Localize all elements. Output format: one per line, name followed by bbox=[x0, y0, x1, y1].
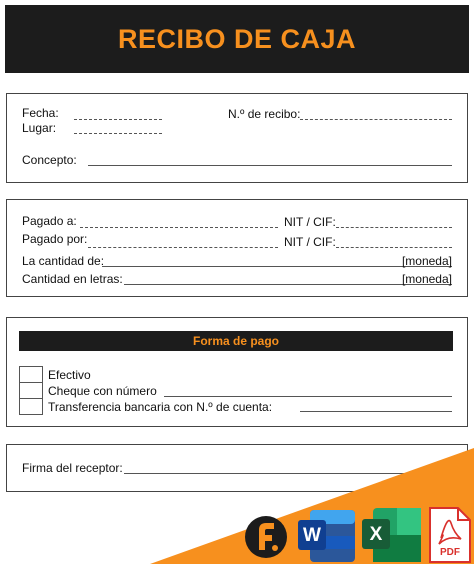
firma-label: Firma del receptor: bbox=[22, 461, 123, 475]
cantidad-letras-label: Cantidad en letras: bbox=[22, 272, 123, 286]
moneda-label-2: [moneda] bbox=[401, 272, 452, 286]
lugar-label: Lugar: bbox=[22, 121, 57, 135]
pagado-por-label: Pagado por: bbox=[22, 232, 88, 246]
efectivo-label: Efectivo bbox=[48, 368, 91, 382]
logo-icon[interactable] bbox=[245, 516, 287, 558]
payment-method-title: Forma de pago bbox=[192, 334, 279, 348]
concepto-label: Concepto: bbox=[22, 153, 77, 167]
word-letter: W bbox=[303, 525, 321, 546]
pdf-label: PDF bbox=[440, 547, 460, 558]
numero-recibo-label: N.º de recibo: bbox=[228, 107, 301, 121]
nit-cif-label-2: NIT / CIF: bbox=[284, 235, 336, 249]
transferencia-label: Transferencia bancaria con N.º de cuenta: bbox=[48, 400, 273, 414]
fecha-label: Fecha: bbox=[22, 106, 59, 120]
moneda-label-1: [moneda] bbox=[401, 254, 452, 268]
nit-cif-label-1: NIT / CIF: bbox=[284, 215, 336, 229]
cheque-label: Cheque con número bbox=[48, 384, 157, 398]
pagado-a-label: Pagado a: bbox=[22, 214, 77, 228]
cantidad-label: La cantidad de: bbox=[22, 254, 105, 268]
page-title: RECIBO DE CAJA bbox=[117, 23, 357, 54]
excel-letter: X bbox=[369, 524, 383, 545]
pdf-icon[interactable] bbox=[430, 508, 470, 562]
